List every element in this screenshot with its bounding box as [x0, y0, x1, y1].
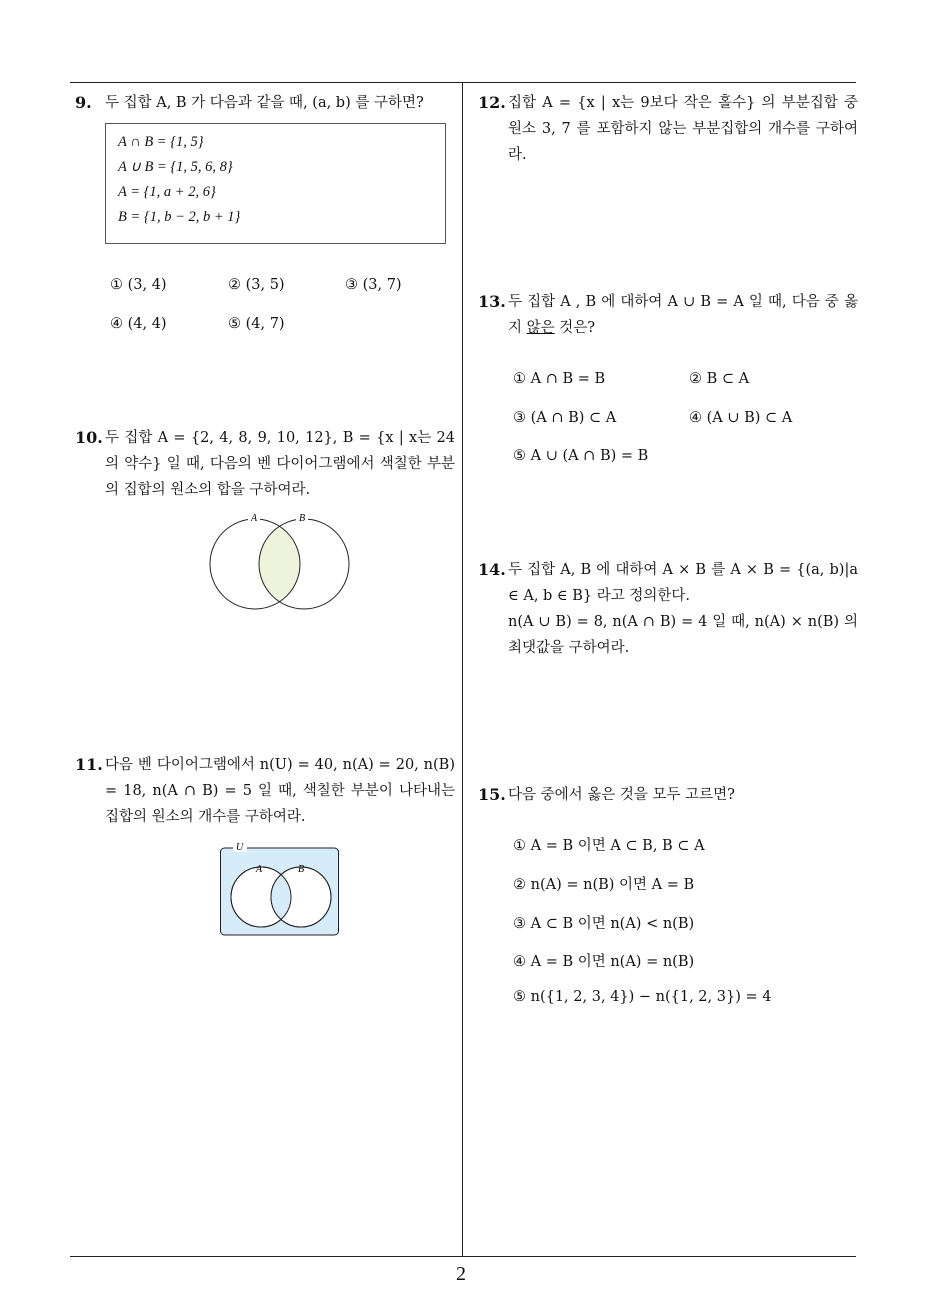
top-rule	[70, 82, 856, 83]
question-number: 11.	[75, 755, 103, 774]
condition-box	[105, 123, 446, 244]
question-stem: 집합 A = {x | x는 9보다 작은 홀수} 의 부분집합 중 원소 3, 7 를 포함하지 않는 부분집합의 개수를 구하여라.	[508, 95, 858, 163]
option-3[interactable]: ③ (A ∩ B) ⊂ A	[513, 410, 617, 426]
universal-set-label: U	[236, 842, 244, 853]
set-b-label: B	[299, 513, 306, 524]
option-2[interactable]: ② (3, 5)	[228, 277, 285, 293]
question-stem-2: n(A ∪ B) = 8, n(A ∩ B) = 4 일 때, n(A) × n(B) 의 최댓값을 구하여라.	[508, 614, 858, 656]
question-stem: 두 집합 A , B 에 대하여 A ∪ B = A 일 때, 다음 중 옳지 않은 것은?	[508, 294, 858, 336]
question-number: 15.	[478, 785, 506, 804]
column-divider	[462, 82, 463, 1257]
option-3[interactable]: ③ (3, 7)	[345, 277, 402, 293]
condition-line: A ∩ B = {1, 5}	[118, 134, 204, 150]
option-1[interactable]: ① A ∩ B = B	[513, 371, 606, 387]
condition-line: A ∪ B = {1, 5, 6, 8}	[118, 159, 233, 175]
question-13	[478, 289, 858, 341]
question-number: 9.	[75, 93, 92, 112]
question-number: 14.	[478, 560, 506, 579]
question-12	[478, 90, 858, 168]
question-11	[75, 752, 455, 830]
option-2[interactable]: ② B ⊂ A	[689, 371, 750, 387]
option-4[interactable]: ④ A = B 이면 n(A) = n(B)	[513, 954, 695, 970]
set-a-label: A	[251, 513, 258, 524]
question-stem: 두 집합 A, B 가 다음과 같을 때, (a, b) 를 구하면?	[105, 95, 424, 111]
condition-line: A = {1, a + 2, 6}	[118, 184, 216, 200]
option-3[interactable]: ③ A ⊂ B 이면 n(A) < n(B)	[513, 916, 695, 932]
question-stem: 다음 중에서 옳은 것을 모두 고르면?	[508, 787, 735, 803]
page-number: 2	[456, 1263, 466, 1285]
option-4[interactable]: ④ (A ∪ B) ⊂ A	[689, 410, 793, 426]
set-b-label: B	[298, 864, 305, 875]
option-5[interactable]: ⑤ A ∪ (A ∩ B) = B	[513, 448, 649, 464]
question-number: 12.	[478, 93, 506, 112]
venn-diagram-q11	[219, 840, 341, 938]
question-number: 13.	[478, 292, 506, 311]
set-a-label: A	[256, 864, 263, 875]
question-10	[75, 425, 455, 503]
venn-diagram-q10	[205, 510, 355, 612]
question-stem: 다음 벤 다이어그램에서 n(U) = 40, n(A) = 20, n(B) = 18, n(A ∩ B) = 5 일 때, 색칠한 부분이 나타내는 집합의 원소의 개수를 구하여라.	[105, 757, 455, 825]
question-stem: 두 집합 A = {2, 4, 8, 9, 10, 12}, B = {x | x는 24의 약수} 일 때, 다음의 벤 다이어그램에서 색칠한 부분의 집합의 원소의 합을 구하여라.	[105, 430, 455, 498]
option-4[interactable]: ④ (4, 4)	[110, 316, 167, 332]
question-15	[478, 782, 858, 808]
option-2[interactable]: ② n(A) = n(B) 이면 A = B	[513, 877, 695, 893]
underlined-word: 않은	[526, 320, 555, 336]
option-1[interactable]: ① (3, 4)	[110, 277, 167, 293]
question-9	[75, 90, 455, 116]
question-stem: 두 집합 A, B 에 대하여 A × B 를 A × B = {(a, b)|a ∈ A, b ∈ B} 라고 정의한다.	[508, 562, 858, 604]
option-1[interactable]: ① A = B 이면 A ⊂ B, B ⊂ A	[513, 838, 705, 854]
bottom-rule	[70, 1256, 856, 1257]
option-5[interactable]: ⑤ (4, 7)	[228, 316, 285, 332]
condition-line: B = {1, b − 2, b + 1}	[118, 209, 241, 225]
option-5[interactable]: ⑤ n({1, 2, 3, 4}) − n({1, 2, 3}) = 4	[513, 989, 772, 1005]
question-number: 10.	[75, 428, 103, 447]
question-14	[478, 557, 858, 661]
